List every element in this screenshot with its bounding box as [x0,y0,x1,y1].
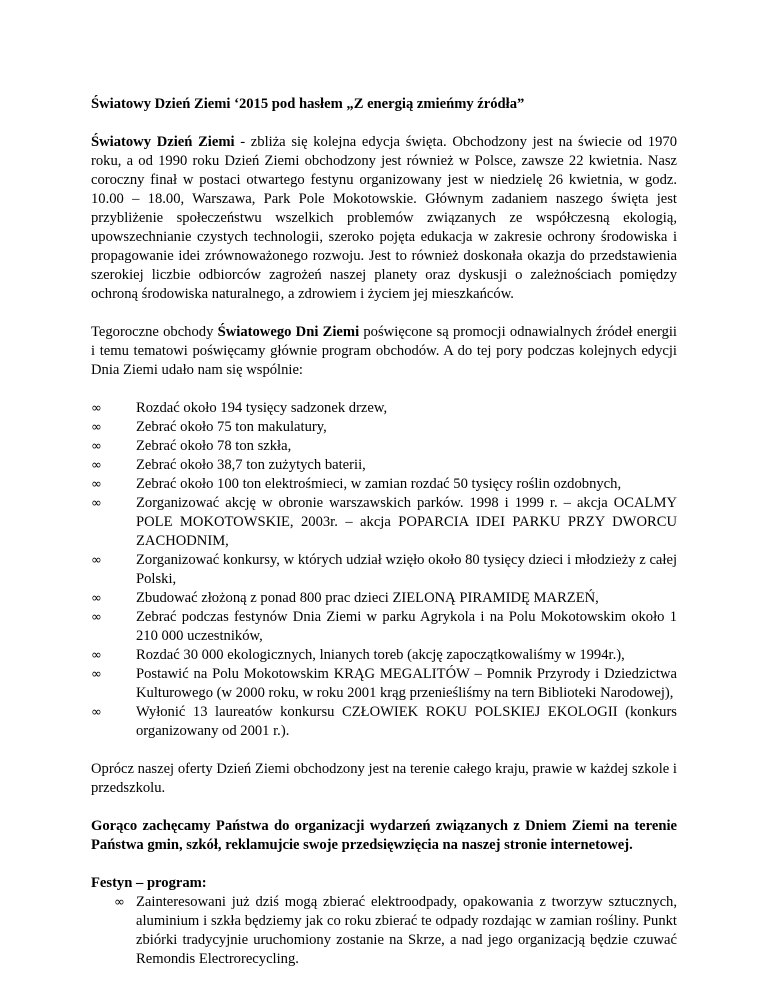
intro-text: - zbliża się kolejna edycja święta. Obchodzony jest na świecie od 1970 roku, a od 1990 roku Dzień Ziemi obchodzony jest również w Polsce, zawsze 22 kwietnia. Nasz coroczny finał w postaci otwartego festynu organizowany jest w niedzielę 26 kwietnia, w godz. 10.00 – 18.00, Warszawa, Park Pole Mokotowskie. Głównym zadaniem naszego święta jest przybliżenie społeczeństwu wszelkich problemów związanych ze współczesną ekologią, upowszechnianie czystych technologii, szeroko pojęta edukacja w zakresie ochrony środowiska i propagowanie idei zrównoważonego rozwoju. Jest to również doskonała okazja do przedstawienia szerokiej liczbie odbiorców zagrożeń naszej planety oraz dyskusji o zależnościach pomiędzy ochroną środowiska naturalnego, a zdrowiem i życiem jej mieszkańców. [91,134,677,302]
infinity-bullet-icon: ∞ [91,705,102,720]
list-item-text: Rozdać około 194 tysięcy sadzonek drzew, [136,400,388,416]
list-item-text: Zebrać podczas festynów Dnia Ziemi w parku Agrykola i na Polu Mokotowskim około 1 210 000 uczestników, [136,609,677,644]
list-item-text: Zainteresowani już dziś mogą zbierać elektroodpady, opakowania z tworzyw sztucznych, aluminium i szkła będziemy jak co roku zbierać te odpady rozdając w zamian rośliny. Punkt zbiórki tradycyjnie uruchomiony zostanie na Skrze, a nad jego organizacją będzie czuwać Remondis Electrorecycling. [136,894,677,967]
infinity-bullet-icon: ∞ [91,496,102,511]
infinity-bullet-icon: ∞ [91,420,102,435]
appeal-paragraph: Gorąco zachęcamy Państwa do organizacji wydarzeń związanych z Dniem Ziemi na terenie Państwa gmin, szkół, reklamujcie swoje przedsięwzięcia na naszej stronie internetowej. [91,818,677,853]
list-item [91,494,677,551]
infinity-bullet-icon: ∞ [91,610,102,625]
program-paragraph [91,323,677,380]
list-item [91,646,677,665]
infinity-bullet-icon: ∞ [91,553,102,568]
list-item-text: Zebrać około 38,7 ton zużytych baterii, [136,457,366,473]
list-item [91,608,677,646]
program-text-bold: Światowego Dni Ziemi [217,324,360,340]
list-item-text: Zorganizować konkursy, w których udział wzięło około 80 tysięcy dzieci i młodzieży z całej Polski, [136,552,677,587]
intro-paragraph [91,133,677,304]
festyn-heading: Festyn – program: [91,875,207,891]
list-item-text: Zebrać około 75 ton makulatury, [136,419,327,435]
program-text-after: poświęcone są promocji odnawialnych źródeł energii i temu tematowi poświęcamy głównie program obchodów. A do tej pory podczas kolejnych edycji Dnia Ziemi udało nam się wspólnie: [91,324,677,378]
list-item-text: Rozdać 30 000 ekologicznych, lnianych toreb (akcję zapoczątkowaliśmy w 1994r.), [136,647,625,663]
program-text-before: Tegoroczne obchody [91,324,218,340]
infinity-bullet-icon: ∞ [114,895,125,910]
list-item [91,418,677,437]
document-title: Światowy Dzień Ziemi ‘2015 pod hasłem „Z energią zmieńmy źródła” [91,96,525,112]
infinity-bullet-icon: ∞ [91,401,102,416]
list-item-text: Postawić na Polu Mokotowskim KRĄG MEGALITÓW – Pomnik Przyrody i Dziedzictwa Kulturowego (w 2000 roku, w roku 2001 krąg przenieśliśmy na tern Biblioteki Narodowej), [136,666,677,701]
intro-bold-lead: Światowy Dzień Ziemi [91,134,235,150]
document-page [91,95,677,969]
list-item-text: Zorganizować akcję w obronie warszawskich parków. 1998 i 1999 r. – akcja OCALMY POLE MOKOTOWSKIE, 2003r. – akcja POPARCIA IDEI PARKU PRZY DWORCU ZACHODNIM, [136,495,677,549]
infinity-bullet-icon: ∞ [91,458,102,473]
list-item-text: Zebrać około 100 ton elektrośmieci, w zamian rozdać 50 tysięcy roślin ozdobnych, [136,476,622,492]
infinity-bullet-icon: ∞ [91,667,102,682]
list-item [91,551,677,589]
infinity-bullet-icon: ∞ [91,439,102,454]
nationwide-paragraph: Oprócz naszej oferty Dzień Ziemi obchodzony jest na terenie całego kraju, prawie w każdej szkole i przedszkolu. [91,761,677,796]
list-item-text: Zebrać około 78 ton szkła, [136,438,292,454]
list-item [91,589,677,608]
list-item [91,665,677,703]
list-item [91,703,677,741]
list-item [91,399,677,418]
list-item-text: Zbudować złożoną z ponad 800 prac dzieci ZIELONĄ PIRAMIDĘ MARZEŃ, [136,590,599,606]
list-item [91,893,677,969]
list-item [91,475,677,494]
infinity-bullet-icon: ∞ [91,648,102,663]
list-item-text: Wyłonić 13 laureatów konkursu CZŁOWIEK ROKU POLSKIEJ EKOLOGII (konkurs organizowany od 2001 r.). [136,704,677,739]
list-item [91,437,677,456]
list-item [91,456,677,475]
achievements-list [91,399,677,741]
festyn-list [91,893,677,969]
infinity-bullet-icon: ∞ [91,591,102,606]
infinity-bullet-icon: ∞ [91,477,102,492]
